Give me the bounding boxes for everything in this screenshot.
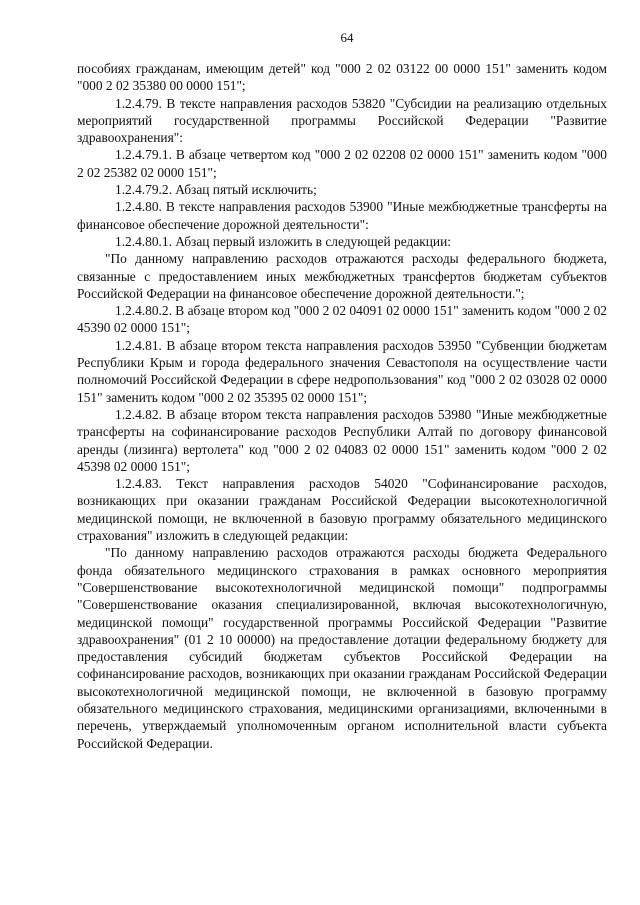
paragraph-1-2-4-79-1: 1.2.4.79.1. В абзаце четвертом код "000 2 02 02208 02 0000 151" заменить кодом "000 2 02 25382 02 0000 151"; [77, 147, 607, 180]
paragraph-continuation: пособиях гражданам, имеющим детей" код "000 2 02 03122 00 0000 151" заменить кодом "000 2 02 35380 00 0000 151"; [77, 61, 607, 94]
paragraph-1-2-4-82: 1.2.4.82. В абзаце втором текста направления расходов 53980 "Иные межбюджетные трансферты на софинансирование расходов Республики Алтай по договору финансовой аренды (лизинга) вертолета" код "000 2 02 04083 02 0000 151" заменить кодом "000 2 02 45398 02 0000 151"; [77, 406, 607, 474]
page-number: 64 [340, 30, 354, 45]
paragraph-1-2-4-81: 1.2.4.81. В абзаце втором текста направления расходов 53950 "Субвенции бюджетам Республики Крым и города федерального значения Севастополя на осуществление части полномочий Российской Федерации в сфере недропользования" код "000 2 02 03028 02 0000 151" заменить кодом "000 2 02 35395 02 0000 151"; [77, 337, 607, 405]
paragraph-1-2-4-79-2: 1.2.4.79.2. Абзац пятый исключить; [115, 182, 317, 198]
paragraph-1-2-4-80-1: 1.2.4.80.1. Абзац первый изложить в следующей редакции: [115, 233, 451, 249]
paragraph-1-2-4-80-2: 1.2.4.80.2. В абзаце втором код "000 2 02 04091 02 0000 151" заменить кодом "000 2 02 45390 02 0000 151"; [77, 303, 607, 336]
quoted-paragraph-1: "По данному направлению расходов отражаются расходы федерального бюджета, связанные с предоставлением иных межбюджетных трансфертов бюджетам субъектов Российской Федерации на финансовое обеспечение дорожной деятельности."; [77, 251, 607, 301]
quoted-paragraph-2: "По данному направлению расходов отражаются расходы бюджета Федерального фонда обязательного медицинского страхования в рамках основного мероприятия "Совершенствование высокотехнологичной медицинской помощи" подпрограммы "Совершенствование оказания специализированной, включая высокотехнологичную, медицинской помощи" государственной программы Российской Федерации "Развитие здравоохранения" (01 2 10 00000) на предоставление дотации федеральному бюджету для предоставления субсидий бюджетам субъектов Российской Федерации на софинансирование расходов, возникающих при оказании гражданам Российской Федерации высокотехнологичной медицинской помощи, не включенной в базовую программу обязательного медицинского страхования, медицинскими организациями, включенными в перечень, утверждаемый уполномоченным органом исполнительной власти субъекта Российской Федерации. [77, 545, 607, 751]
paragraph-1-2-4-79: 1.2.4.79. В тексте направления расходов 53820 "Субсидии на реализацию отдельных мероприятий государственной программы Российской Федерации "Развитие здравоохранения": [77, 95, 607, 146]
paragraph-1-2-4-83: 1.2.4.83. Текст направления расходов 54020 "Софинансирование расходов, возникающих при оказании гражданам Российской Федерации высокотехнологичной медицинской помощи, не включенной в базовую программу обязательного медицинского страхования" изложить в следующей редакции: [77, 476, 607, 544]
paragraph-1-2-4-80: 1.2.4.80. В тексте направления расходов 53900 "Иные межбюджетные трансферты на финансовое обеспечение дорожной деятельности": [77, 199, 607, 232]
